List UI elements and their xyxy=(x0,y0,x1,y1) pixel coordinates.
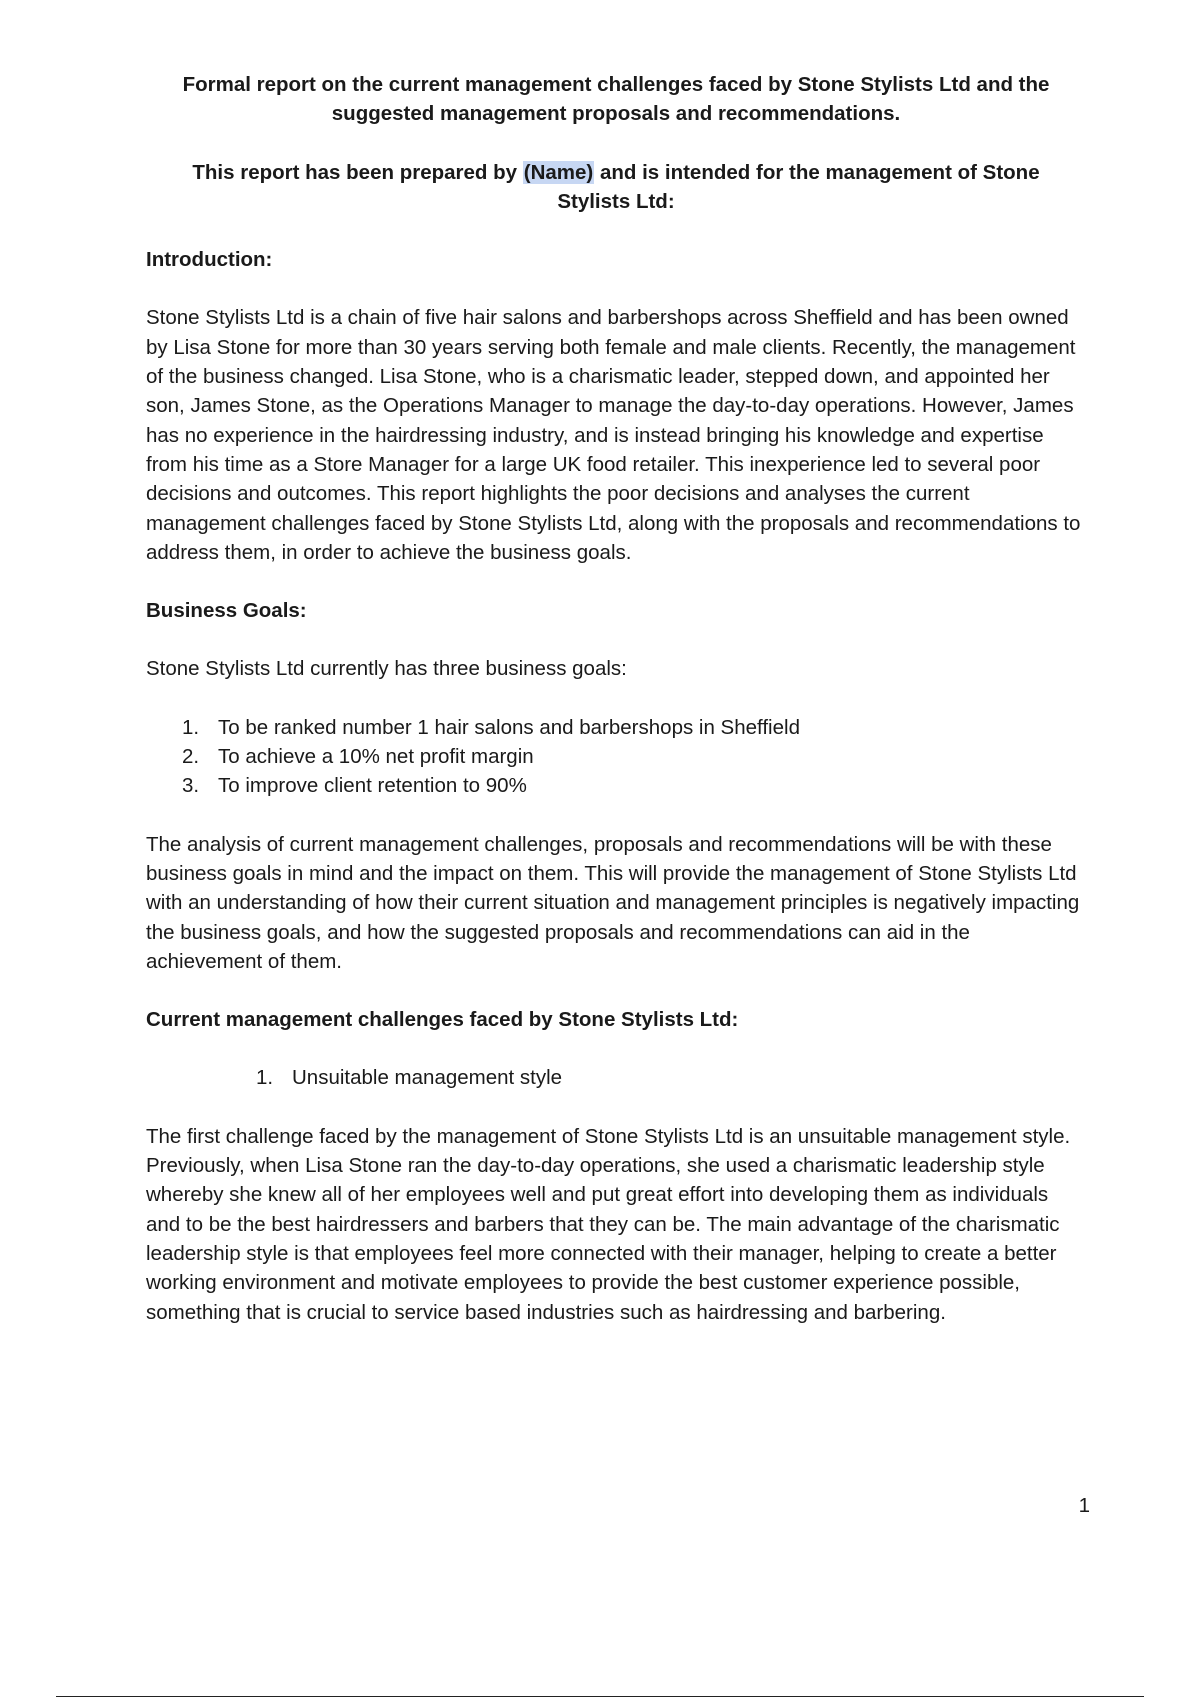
prepared-by-line xyxy=(146,158,1086,217)
business-goals-heading: Business Goals: xyxy=(146,599,307,623)
list-item xyxy=(182,771,1086,800)
business-goals-intro: Stone Stylists Ltd currently has three business goals: xyxy=(146,657,627,681)
list-item-number: 2. xyxy=(182,745,200,769)
business-goals-list xyxy=(146,713,1086,801)
page-number: 1 xyxy=(1078,1494,1090,1517)
report-title-text: Formal report on the current management challenges faced by Stone Stylists Ltd and the suggested management proposals and recommendations. xyxy=(182,73,1050,126)
page-bottom-divider xyxy=(56,1696,1144,1697)
list-item-text: Unsuitable management style xyxy=(292,1066,563,1090)
prepared-by-after: and is intended for the management of Stone Stylists Ltd: xyxy=(557,160,1040,213)
list-item-text: To achieve a 10% net profit margin xyxy=(218,745,534,769)
challenges-heading: Current management challenges faced by Stone Stylists Ltd: xyxy=(146,1008,739,1032)
name-placeholder[interactable]: (Name) xyxy=(523,160,594,184)
prepared-by-before: This report has been prepared by xyxy=(192,160,523,184)
introduction-heading: Introduction: xyxy=(146,248,273,272)
document-page xyxy=(146,70,1086,1356)
list-item xyxy=(256,1063,1086,1092)
list-item-number: 3. xyxy=(182,774,200,798)
business-goals-analysis: The analysis of current management challenges, proposals and recommendations will be with these business goals in mind and the impact on them. This will provide the management of Stone Stylists Ltd with an understanding of how their current situation and management principles is negatively impacting the business goals, and how the suggested proposals and recommendations can aid in the achievement of them. xyxy=(146,832,1080,973)
challenges-list xyxy=(146,1063,1086,1092)
list-item-text: To be ranked number 1 hair salons and barbershops in Sheffield xyxy=(218,715,800,739)
list-item xyxy=(182,713,1086,742)
introduction-paragraph: Stone Stylists Ltd is a chain of five hair salons and barbershops across Sheffield and has been owned by Lisa Stone for more than 30 years serving both female and male clients. Recently, the management of the business changed. Lisa Stone, who is a charismatic leader, stepped down, and appointed her son, James Stone, as the Operations Manager to manage the day-to-day operations. However, James has no experience in the hairdressing industry, and is instead bringing his knowledge and expertise from his time as a Store Manager for a large UK food retailer. This inexperience led to several poor decisions and outcomes. This report highlights the poor decisions and analyses the current management challenges faced by Stone Stylists Ltd, along with the proposals and recommendations to address them, in order to achieve the business goals. xyxy=(146,306,1081,564)
challenges-paragraph: The first challenge faced by the management of Stone Stylists Ltd is an unsuitable management style. Previously, when Lisa Stone ran the day-to-day operations, she used a charismatic leadership style whereby she knew all of her employees well and put great effort into developing them as individuals and to be the best hairdressers and barbers that they can be. The main advantage of the charismatic leadership style is that employees feel more connected with their manager, helping to create a better working environment and motivate employees to provide the best customer experience possible, something that is crucial to service based industries such as hairdressing and barbering. xyxy=(146,1124,1071,1324)
list-item-number: 1. xyxy=(256,1066,274,1090)
report-title xyxy=(146,70,1086,129)
list-item xyxy=(182,742,1086,771)
list-item-number: 1. xyxy=(182,715,200,739)
list-item-text: To improve client retention to 90% xyxy=(218,774,527,798)
